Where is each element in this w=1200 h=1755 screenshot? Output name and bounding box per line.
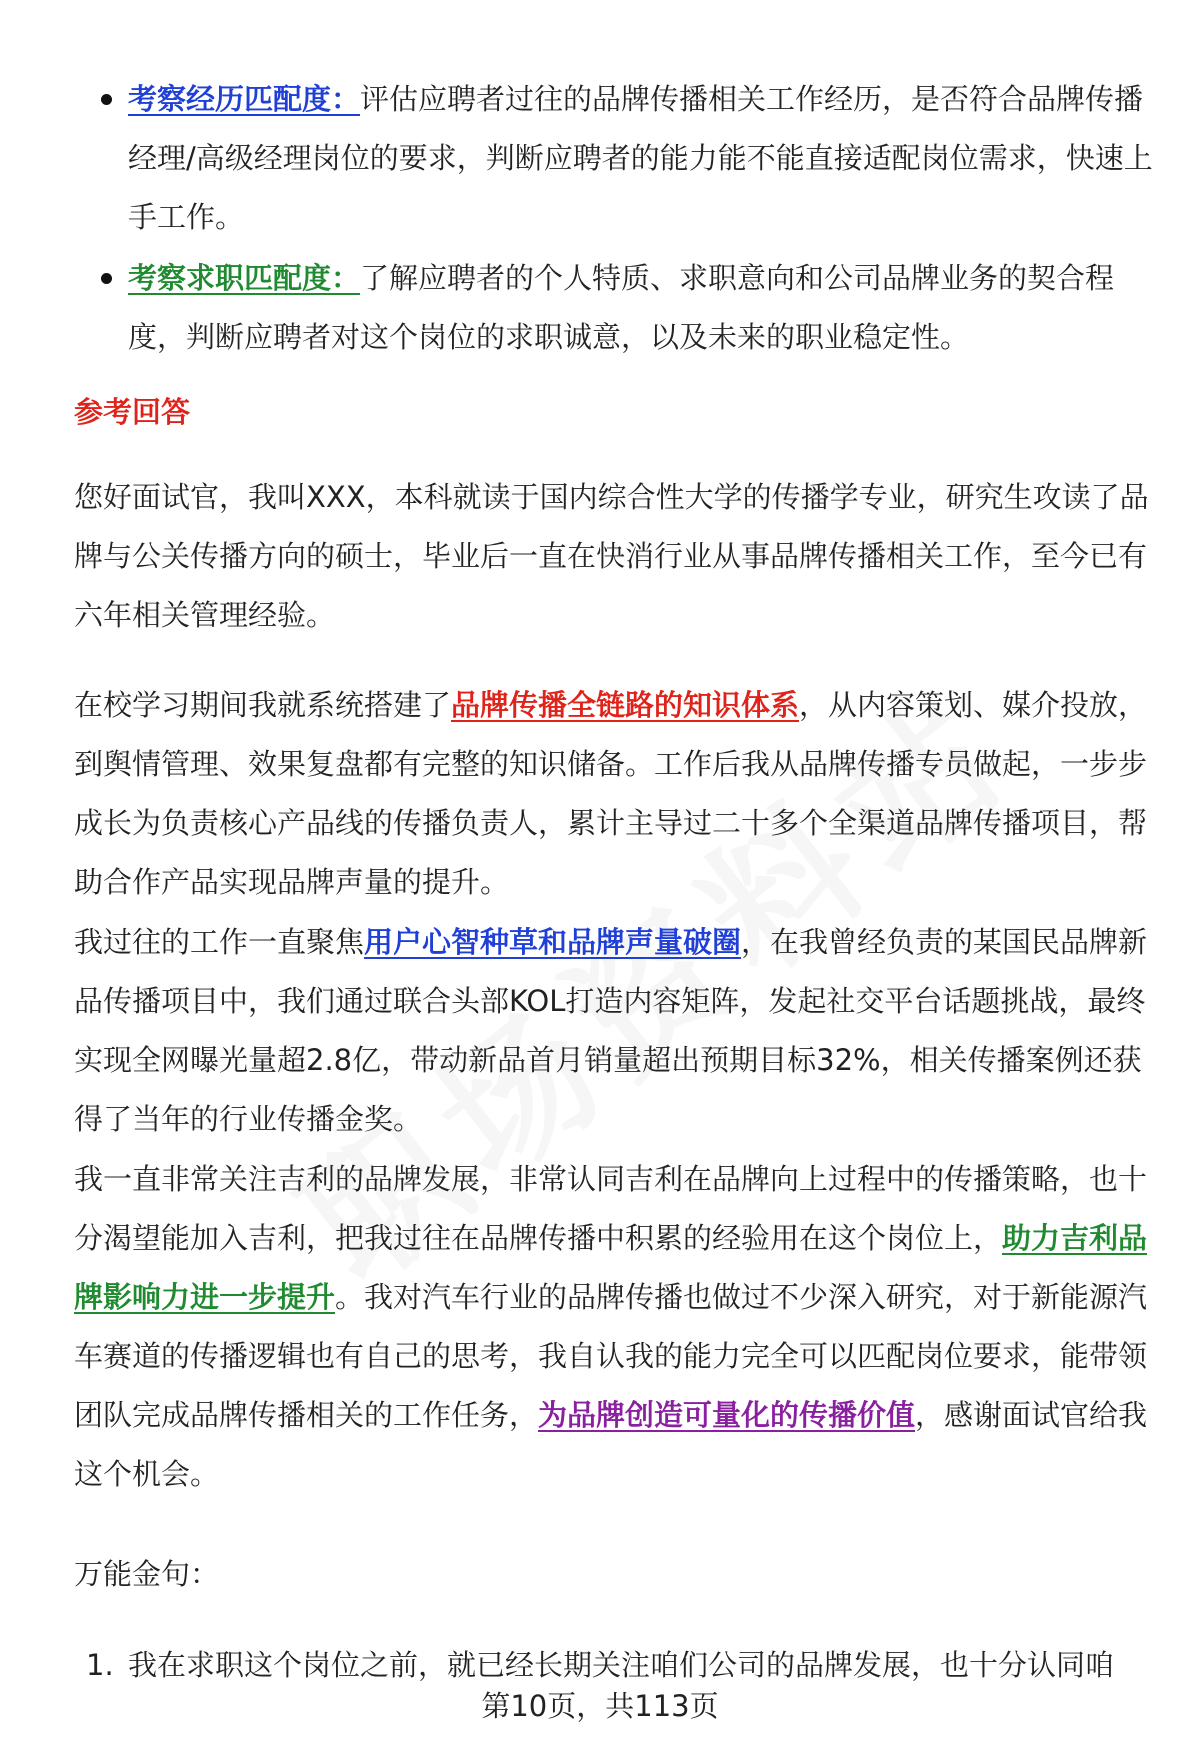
work-text-before: 我过往的工作一直聚焦 [74,925,365,959]
bullet-dot-icon [101,273,112,284]
bullet-dot-icon [101,94,112,105]
work-paragraph [74,913,1160,1149]
numbered-item-number: 1. [86,1648,114,1682]
closing-label: 万能金句： [74,1557,220,1591]
motivation-highlight-2: 为品牌创造可量化的传播价值 [538,1398,916,1432]
criteria-list [74,70,1154,369]
motivation-highlight-1: 助力吉利品牌影响力进一步提升 [74,1221,1148,1314]
work-text-after: ，在我曾经负责的某国民品牌新品传播项目中，我们通过联合头部KOL打造内容矩阵，发起社交平台话题挑战，最终实现全网曝光量超2.8亿，带动新品首月销量超出预期目标32%，相关传播案例还获得了当年的行业传播金奖。 [74,925,1148,1136]
bullet-item-motivation [74,249,1154,367]
motivation-text-before: 我一直非常关注吉利的品牌发展，非常认同吉利在品牌向上过程中的传播策略，也十分渴望能加入吉利，把我过往在品牌传播中积累的经验用在这个岗位上， [74,1162,1148,1255]
bullet-label-motivation: 考察求职匹配度： [128,261,361,295]
section-title: 参考回答 [74,395,191,429]
school-text-before: 在校学习期间我就系统搭建了 [74,688,452,722]
bullet-text-motivation: 了解应聘者的个人特质、求职意向和公司品牌业务的契合程度，判断应聘者对这个岗位的求职诚意，以及未来的职业稳定性。 [128,261,1115,354]
motivation-text-middle: 。我对汽车行业的品牌传播也做过不少深入研究，对于新能源汽车赛道的传播逻辑也有自己的思考，我自认我的能力完全可以匹配岗位要求，能带领团队完成品牌传播相关的工作任务， [74,1280,1148,1432]
bullet-label-experience: 考察经历匹配度： [128,82,361,116]
bullet-item-experience [74,70,1154,247]
motivation-paragraph [74,1150,1160,1504]
motivation-text-after: ，感谢面试官给我这个机会。 [74,1398,1148,1491]
intro-paragraph: 您好面试官，我叫XXX，本科就读于国内综合性大学的传播学专业，研究生攻读了品牌与公关传播方向的硕士，毕业后一直在快消行业从事品牌传播相关工作，至今已有六年相关管理经验。 [74,480,1149,632]
numbered-item-text: 我在求职这个岗位之前，就已经长期关注咱们公司的品牌发展，也十分认同咱 [128,1648,1115,1682]
bullet-text-experience: 评估应聘者过往的品牌传播相关工作经历，是否符合品牌传播经理/高级经理岗位的要求，判断应聘者的能力能不能直接适配岗位需求，快速上手工作。 [128,82,1153,234]
page-footer: 第10页，共113页 [481,1689,719,1723]
school-highlight: 品牌传播全链路的知识体系 [451,688,800,722]
work-highlight: 用户心智种草和品牌声量破圈 [364,925,742,959]
school-text-after: ，从内容策划、媒介投放，到舆情管理、效果复盘都有完整的知识储备。工作后我从品牌传播专员做起，一步步成长为负责核心产品线的传播负责人，累计主导过二十多个全渠道品牌传播项目，帮助合作产品实现品牌声量的提升。 [74,688,1148,899]
school-paragraph [74,676,1160,912]
